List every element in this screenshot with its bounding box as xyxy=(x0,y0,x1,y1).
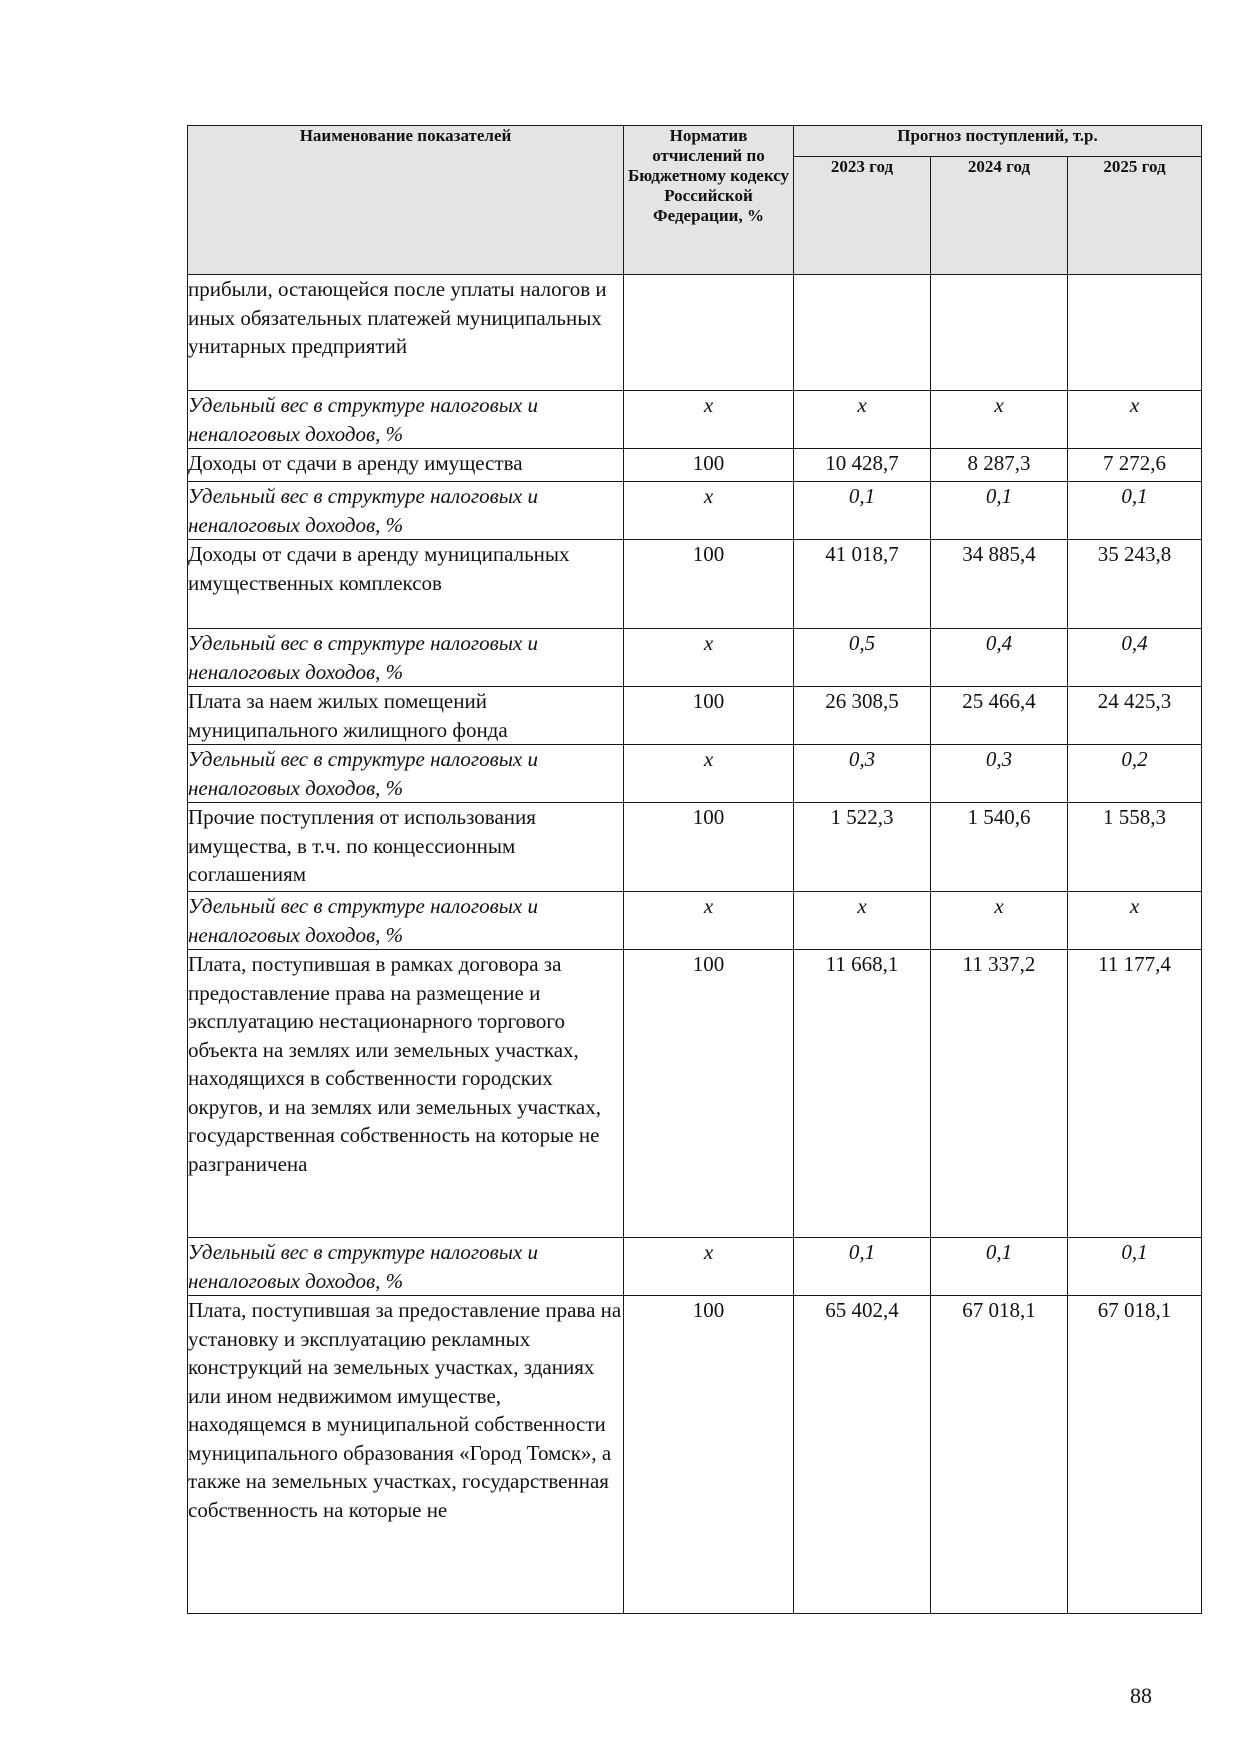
row-name: Плата за наем жилых помещений муниципального жилищного фонда xyxy=(188,687,624,745)
row-value-2024: x xyxy=(931,391,1068,449)
budget-forecast-table xyxy=(187,125,1202,1614)
row-value-2025: 0,2 xyxy=(1068,745,1202,803)
row-value-2024: 0,1 xyxy=(931,482,1068,540)
row-name: Удельный вес в структуре налоговых и неналоговых доходов, % xyxy=(188,482,624,540)
header-norm: Норматив отчислений по Бюджетному кодексу Российской Федерации, % xyxy=(624,126,794,275)
row-value-2024: x xyxy=(931,892,1068,950)
row-norm: 100 xyxy=(624,1296,794,1614)
table-row xyxy=(188,803,1202,892)
table-row xyxy=(188,745,1202,803)
table-row xyxy=(188,391,1202,449)
row-value-2025: 0,4 xyxy=(1068,629,1202,687)
row-value-2025: 35 243,8 xyxy=(1068,540,1202,629)
row-norm: 100 xyxy=(624,540,794,629)
row-name: Доходы от сдачи в аренду имущества xyxy=(188,449,624,482)
table-row xyxy=(188,449,1202,482)
row-name: Прочие поступления от использования имущества, в т.ч. по концессионным соглашениям xyxy=(188,803,624,892)
row-value-2025: 7 272,6 xyxy=(1068,449,1202,482)
row-value-2025: 1 558,3 xyxy=(1068,803,1202,892)
row-name: Плата, поступившая в рамках договора за предоставление права на размещение и эксплуатацию нестационарного торгового объекта на землях или земельных участках, находящихся в собственности городских округов, и на землях или земельных участках, государственная собственность на которые не разграничена xyxy=(188,950,624,1238)
row-value-2024: 0,3 xyxy=(931,745,1068,803)
row-value-2023: 1 522,3 xyxy=(794,803,931,892)
row-value-2025: x xyxy=(1068,391,1202,449)
table-row xyxy=(188,950,1202,1238)
row-value-2025: 67 018,1 xyxy=(1068,1296,1202,1614)
row-value-2025: 0,1 xyxy=(1068,482,1202,540)
row-value-2024: 34 885,4 xyxy=(931,540,1068,629)
table-row xyxy=(188,1296,1202,1614)
row-value-2025: 0,1 xyxy=(1068,1238,1202,1296)
table-row xyxy=(188,482,1202,540)
row-value-2025: 11 177,4 xyxy=(1068,950,1202,1238)
row-value-2023: 10 428,7 xyxy=(794,449,931,482)
row-norm: x xyxy=(624,629,794,687)
row-norm: x xyxy=(624,482,794,540)
row-value-2023: 0,3 xyxy=(794,745,931,803)
header-name: Наименование показателей xyxy=(188,126,624,275)
row-value-2023: x xyxy=(794,391,931,449)
table-row xyxy=(188,275,1202,391)
header-forecast: Прогноз поступлений, т.р. xyxy=(794,126,1202,157)
row-value-2023: 0,5 xyxy=(794,629,931,687)
table-row xyxy=(188,1238,1202,1296)
row-value-2025 xyxy=(1068,275,1202,391)
row-name: Удельный вес в структуре налоговых и неналоговых доходов, % xyxy=(188,745,624,803)
row-value-2023: 11 668,1 xyxy=(794,950,931,1238)
row-name: Плата, поступившая за предоставление права на установку и эксплуатацию рекламных конструкций на земельных участках, зданиях или ином недвижимом имуществе, находящемся в муниципальной собственности муниципального образования «Город Томск», а также на земельных участках, государственная собственность на которые не xyxy=(188,1296,624,1614)
row-value-2024: 11 337,2 xyxy=(931,950,1068,1238)
header-year-2023: 2023 год xyxy=(794,156,931,274)
row-value-2023: 26 308,5 xyxy=(794,687,931,745)
table-row xyxy=(188,629,1202,687)
row-value-2023: 65 402,4 xyxy=(794,1296,931,1614)
row-value-2025: x xyxy=(1068,892,1202,950)
row-value-2024: 0,4 xyxy=(931,629,1068,687)
row-norm: 100 xyxy=(624,950,794,1238)
header-year-2024: 2024 год xyxy=(931,156,1068,274)
row-norm: x xyxy=(624,391,794,449)
page-number: 88 xyxy=(1130,1683,1152,1708)
row-value-2023: 0,1 xyxy=(794,482,931,540)
row-norm: 100 xyxy=(624,803,794,892)
row-name: Удельный вес в структуре налоговых и неналоговых доходов, % xyxy=(188,1238,624,1296)
table-row xyxy=(188,540,1202,629)
row-norm: x xyxy=(624,745,794,803)
budget-table-container xyxy=(187,125,1201,1614)
row-name: Доходы от сдачи в аренду муниципальных имущественных комплексов xyxy=(188,540,624,629)
row-value-2023: 41 018,7 xyxy=(794,540,931,629)
row-value-2023 xyxy=(794,275,931,391)
table-row xyxy=(188,892,1202,950)
header-year-2025: 2025 год xyxy=(1068,156,1202,274)
row-norm: 100 xyxy=(624,687,794,745)
row-value-2023: 0,1 xyxy=(794,1238,931,1296)
row-value-2024: 67 018,1 xyxy=(931,1296,1068,1614)
row-value-2024: 1 540,6 xyxy=(931,803,1068,892)
row-name: Удельный вес в структуре налоговых и неналоговых доходов, % xyxy=(188,391,624,449)
row-value-2024: 0,1 xyxy=(931,1238,1068,1296)
row-value-2023: x xyxy=(794,892,931,950)
row-norm: 100 xyxy=(624,449,794,482)
row-norm: x xyxy=(624,892,794,950)
table-row xyxy=(188,687,1202,745)
row-value-2024 xyxy=(931,275,1068,391)
row-value-2024: 25 466,4 xyxy=(931,687,1068,745)
row-name: Удельный вес в структуре налоговых и неналоговых доходов, % xyxy=(188,629,624,687)
row-value-2025: 24 425,3 xyxy=(1068,687,1202,745)
row-value-2024: 8 287,3 xyxy=(931,449,1068,482)
row-name: Удельный вес в структуре налоговых и неналоговых доходов, % xyxy=(188,892,624,950)
row-name: прибыли, остающейся после уплаты налогов и иных обязательных платежей муниципальных унитарных предприятий xyxy=(188,275,624,391)
row-norm xyxy=(624,275,794,391)
row-norm: x xyxy=(624,1238,794,1296)
